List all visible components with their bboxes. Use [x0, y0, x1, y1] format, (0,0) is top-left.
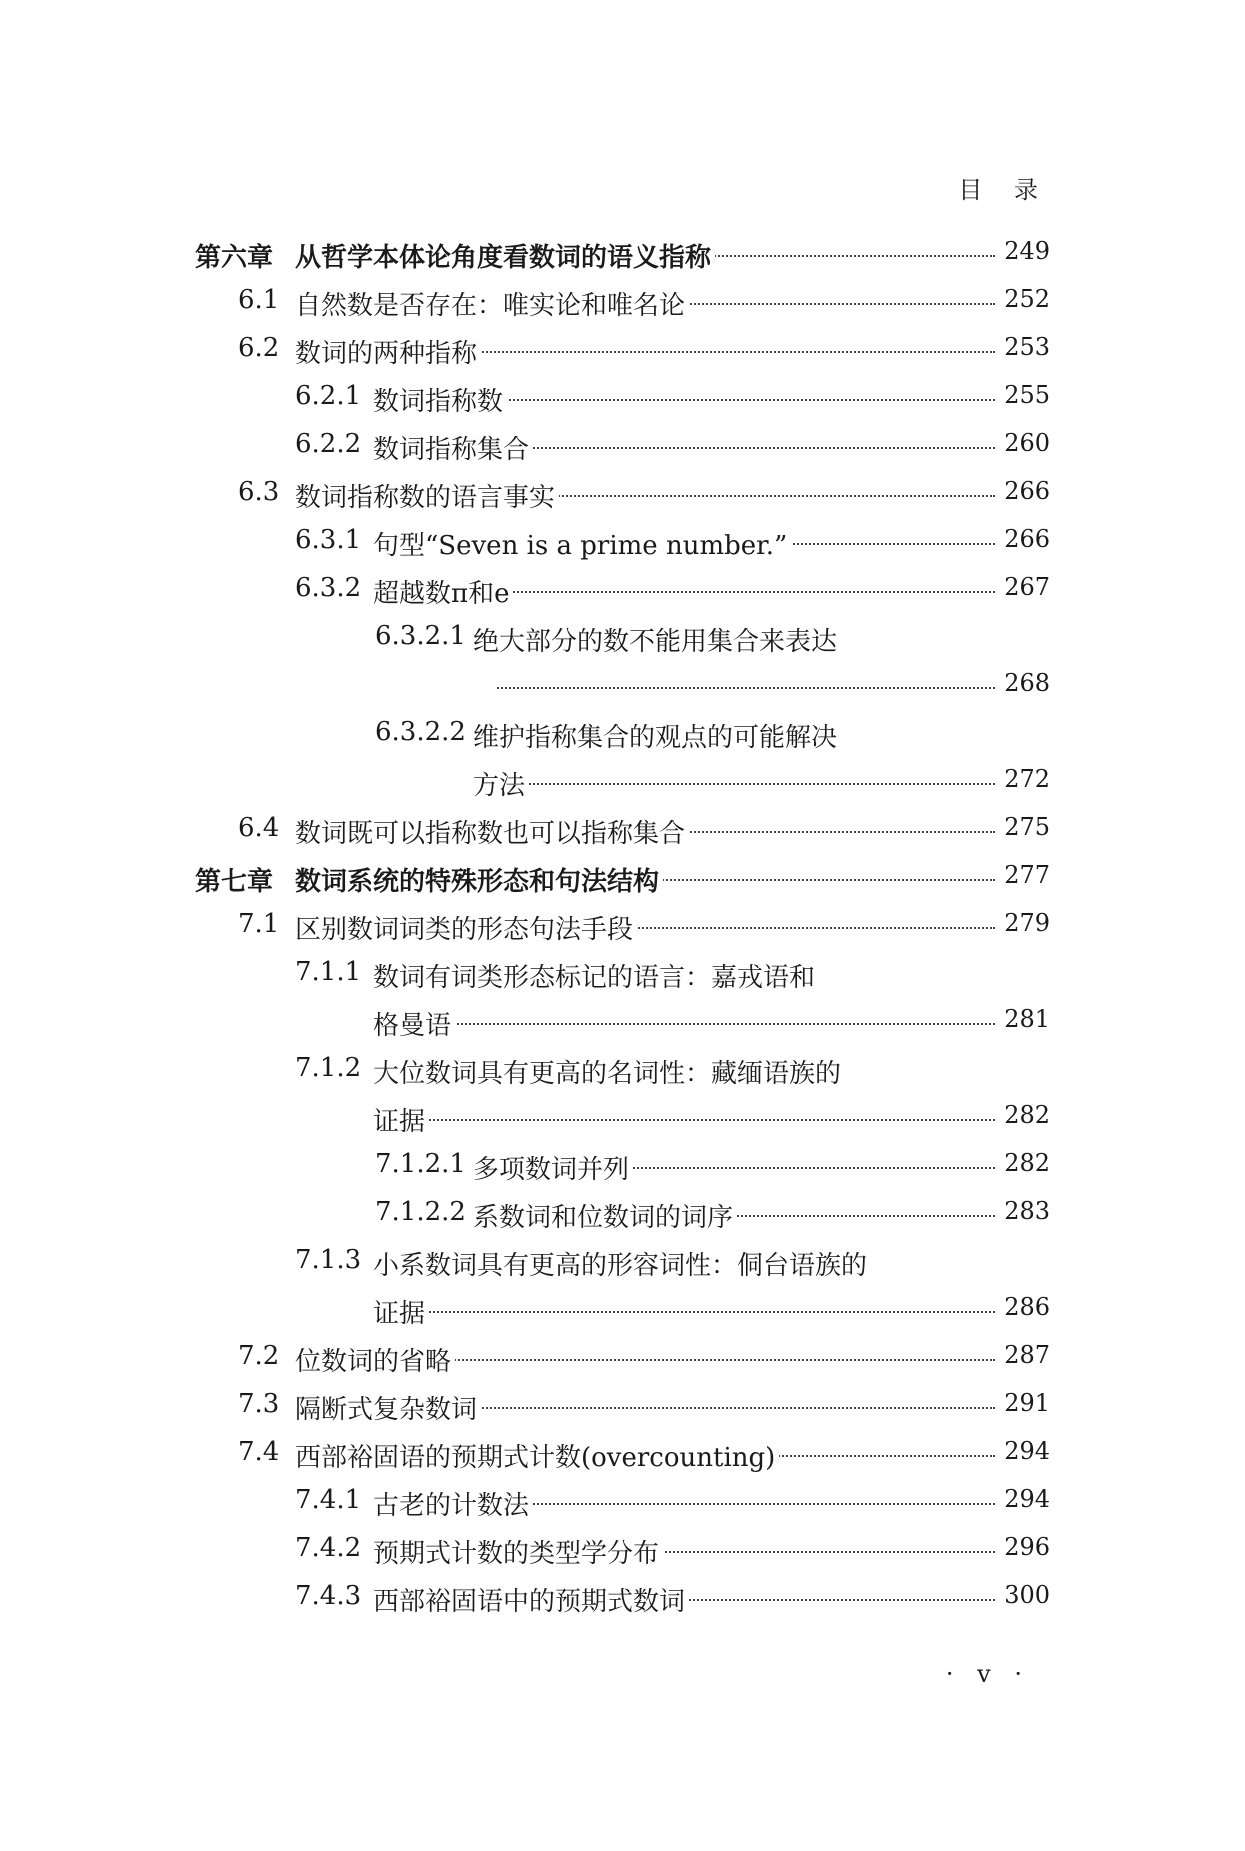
toc-entry-title: 维护指称集合的观点的可能解决 — [473, 717, 841, 754]
toc-entry-number: 6.2.2 — [295, 429, 362, 459]
dot-leader — [473, 783, 995, 785]
toc-page-number: 275 — [1004, 813, 1050, 841]
toc-page-number: 279 — [1004, 909, 1050, 937]
toc-entry-title: 数词有词类形态标记的语言：嘉戎语和 — [373, 957, 819, 994]
table-of-contents — [0, 233, 1245, 1625]
toc-entry-number: 6.2 — [238, 333, 280, 363]
toc-page-number: 268 — [1004, 669, 1050, 697]
toc-entry-number: 6.3.2 — [295, 573, 362, 603]
toc-entry-number: 7.4.2 — [295, 1533, 362, 1563]
toc-entry-title: 数词的两种指称 — [295, 333, 481, 370]
toc-entry[interactable] — [0, 953, 1245, 1001]
toc-entry-number: 6.3.2.1 — [375, 621, 466, 651]
toc-entry[interactable] — [0, 1145, 1245, 1193]
toc-entry-number: 6.3.2.2 — [375, 717, 466, 747]
toc-entry[interactable] — [0, 713, 1245, 761]
toc-entry[interactable] — [0, 1433, 1245, 1481]
running-header: 目 录 — [958, 176, 1050, 204]
toc-entry-title: 系数词和位数词的词序 — [473, 1197, 737, 1234]
toc-page-number: 287 — [1004, 1341, 1050, 1369]
toc-entry-title: 数词既可以指称数也可以指称集合 — [295, 813, 689, 850]
toc-entry[interactable] — [0, 521, 1245, 569]
toc-entry-number: 7.4 — [238, 1437, 280, 1467]
dot-leader — [373, 1119, 995, 1121]
page-number: · v · — [945, 1660, 1030, 1688]
toc-entry[interactable] — [0, 473, 1245, 521]
toc-entry[interactable] — [0, 665, 1245, 713]
toc-page-number: 267 — [1004, 573, 1050, 601]
toc-entry-title: 句型“Seven is a prime number.” — [373, 525, 791, 562]
toc-entry-title: 西部裕固语中的预期式数词 — [373, 1581, 689, 1618]
toc-entry-number: 7.1.2.2 — [375, 1197, 466, 1227]
toc-entry-title: 大位数词具有更高的名词性：藏缅语族的 — [373, 1053, 845, 1090]
toc-entry-number: 7.2 — [238, 1341, 280, 1371]
toc-entry-number: 7.1.2.1 — [375, 1149, 466, 1179]
toc-entry[interactable] — [0, 1337, 1245, 1385]
toc-page-number: 283 — [1004, 1197, 1050, 1225]
toc-entry-title: 证据 — [373, 1293, 429, 1330]
toc-entry-number: 7.3 — [238, 1389, 280, 1419]
toc-entry-title: 自然数是否存在：唯实论和唯名论 — [295, 285, 689, 322]
toc-entry-number: 6.3.1 — [295, 525, 362, 555]
toc-entry-title: 格曼语 — [373, 1005, 455, 1042]
toc-page-number: 277 — [1004, 861, 1050, 889]
toc-entry-number: 6.2.1 — [295, 381, 362, 411]
toc-entry-number: 7.4.1 — [295, 1485, 362, 1515]
toc-entry[interactable] — [0, 905, 1245, 953]
toc-entry-title: 绝大部分的数不能用集合来表达 — [473, 621, 841, 658]
toc-entry-title: 数词指称集合 — [373, 429, 533, 466]
toc-entry-title: 从哲学本体论角度看数词的语义指称 — [295, 237, 715, 274]
toc-entry[interactable] — [0, 1577, 1245, 1625]
toc-entry[interactable] — [0, 1289, 1245, 1337]
toc-page-number: 266 — [1004, 477, 1050, 505]
toc-entry-number: 7.1.2 — [295, 1053, 362, 1083]
toc-page-number: 255 — [1004, 381, 1050, 409]
toc-entry-number: 6.3 — [238, 477, 280, 507]
toc-entry-title: 多项数词并列 — [473, 1149, 633, 1186]
toc-entry-title: 隔断式复杂数词 — [295, 1389, 481, 1426]
toc-entry[interactable] — [0, 329, 1245, 377]
toc-entry-number: 7.1.3 — [295, 1245, 362, 1275]
toc-entry[interactable] — [0, 1001, 1245, 1049]
toc-entry-title: 数词指称数的语言事实 — [295, 477, 559, 514]
toc-entry[interactable] — [0, 809, 1245, 857]
toc-entry-title: 证据 — [373, 1101, 429, 1138]
toc-entry-number: 6.4 — [238, 813, 280, 843]
toc-entry[interactable] — [0, 1529, 1245, 1577]
toc-entry[interactable] — [0, 425, 1245, 473]
toc-page-number: 282 — [1004, 1101, 1050, 1129]
toc-page-number: 272 — [1004, 765, 1050, 793]
toc-entry-title: 超越数π和e — [373, 573, 513, 610]
toc-chapter-entry[interactable] — [0, 233, 1245, 281]
toc-page-number: 300 — [1004, 1581, 1050, 1609]
toc-page-number: 296 — [1004, 1533, 1050, 1561]
toc-entry-title: 位数词的省略 — [295, 1341, 455, 1378]
toc-entry[interactable] — [0, 281, 1245, 329]
toc-entry[interactable] — [0, 1481, 1245, 1529]
toc-page-number: 266 — [1004, 525, 1050, 553]
toc-page-number: 291 — [1004, 1389, 1050, 1417]
toc-entry-title: 数词指称数 — [373, 381, 507, 418]
toc-entry[interactable] — [0, 761, 1245, 809]
toc-entry-number: 6.1 — [238, 285, 280, 315]
toc-entry-title: 方法 — [473, 765, 529, 802]
toc-entry-number: 第七章 — [195, 867, 274, 897]
toc-entry[interactable] — [0, 1385, 1245, 1433]
toc-entry-number: 第六章 — [195, 243, 274, 273]
toc-entry-title: 区别数词词类的形态句法手段 — [295, 909, 637, 946]
toc-entry[interactable] — [0, 1193, 1245, 1241]
toc-entry[interactable] — [0, 617, 1245, 665]
toc-entry-number: 7.4.3 — [295, 1581, 362, 1611]
toc-chapter-entry[interactable] — [0, 857, 1245, 905]
toc-page-number: 286 — [1004, 1293, 1050, 1321]
toc-entry-number: 7.1 — [238, 909, 280, 939]
dot-leader — [373, 1023, 995, 1025]
toc-entry[interactable] — [0, 377, 1245, 425]
toc-entry-title: 小系数词具有更高的形容词性：侗台语族的 — [373, 1245, 871, 1282]
toc-page-number: 253 — [1004, 333, 1050, 361]
toc-entry[interactable] — [0, 1241, 1245, 1289]
toc-page-number: 281 — [1004, 1005, 1050, 1033]
toc-entry-title: 古老的计数法 — [373, 1485, 533, 1522]
toc-page-number: 249 — [1004, 237, 1050, 265]
toc-entry-title: 预期式计数的类型学分布 — [373, 1533, 663, 1570]
toc-page-number: 282 — [1004, 1149, 1050, 1177]
toc-entry-title: 西部裕固语的预期式计数(overcounting) — [295, 1437, 779, 1474]
toc-entry-number: 7.1.1 — [295, 957, 362, 987]
dot-leader — [497, 687, 995, 689]
toc-entry[interactable] — [0, 1097, 1245, 1145]
toc-entry-title: 数词系统的特殊形态和句法结构 — [295, 861, 663, 898]
toc-page-number: 252 — [1004, 285, 1050, 313]
toc-page-number: 260 — [1004, 429, 1050, 457]
dot-leader — [373, 1311, 995, 1313]
toc-page-number: 294 — [1004, 1485, 1050, 1513]
toc-entry[interactable] — [0, 569, 1245, 617]
toc-page-number: 294 — [1004, 1437, 1050, 1465]
toc-entry[interactable] — [0, 1049, 1245, 1097]
